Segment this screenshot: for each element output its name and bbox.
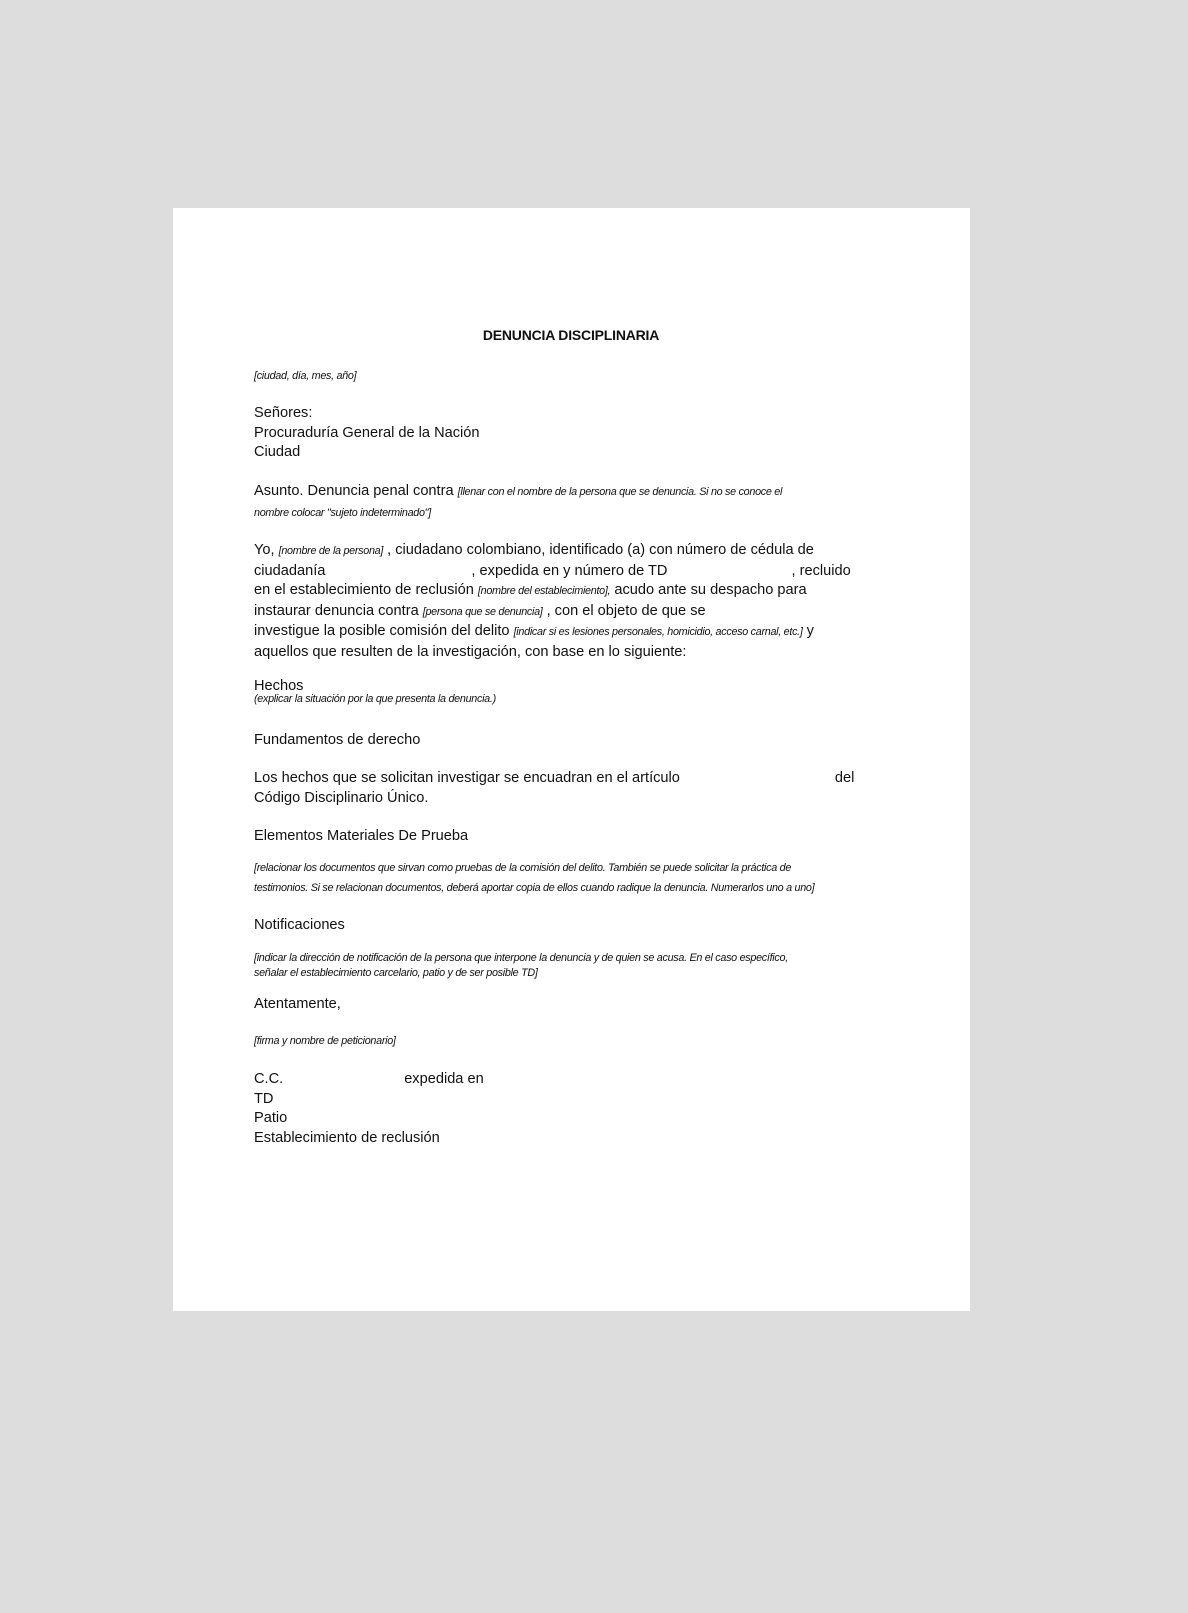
hechos-note: (explicar la situación por la que presenta la denuncia.) <box>254 692 496 705</box>
body-text-3b: acudo ante su despacho para <box>614 582 807 598</box>
closing-atentamente: Atentamente, <box>254 996 341 1012</box>
notificaciones-note-1: [indicar la dirección de notificación de la persona que interpone la denuncia y de quien se acusa. En el caso específico, <box>254 952 788 964</box>
pruebas-heading: Elementos Materiales De Prueba <box>254 828 469 844</box>
body-paragraph <box>254 541 894 662</box>
recipient-salutation: Señores: <box>254 405 313 421</box>
body-text-2b: , expedida en y número de TD <box>471 562 668 579</box>
notificaciones-heading: Notificaciones <box>254 917 345 933</box>
body-text-5a: investigue la posible comisión del delito <box>254 623 510 639</box>
asunto-text: Asunto. Denuncia penal contra <box>254 483 454 499</box>
notificaciones-note-2: señalar el establecimiento carcelario, patio y de ser posible TD] <box>254 967 538 979</box>
date-placeholder <box>254 366 894 387</box>
fundamentos-text-1a: Los hechos que se solicitan investigar se encuadran en el artículo <box>254 770 680 786</box>
fundamentos-text-1b: del <box>834 770 855 786</box>
body-persona-note: [persona que se denuncia] <box>422 605 543 618</box>
body-text-5b: y <box>806 623 814 639</box>
firma-note: [firma y nombre de peticionario] <box>254 1035 396 1047</box>
document-title: DENUNCIA DISCIPLINARIA <box>482 327 660 343</box>
pruebas-note-2: testimonios. Si se relacionan documentos, deberá aportar copia de ellos cuando radique la denuncia. Numerarlos uno a uno] <box>254 881 815 894</box>
fundamentos-text-2: Código Disciplinario Único. <box>254 789 429 806</box>
asunto-note-2: nombre colocar "sujeto indeterminado"] <box>254 506 431 519</box>
body-text-2c: , recluido <box>791 562 851 579</box>
body-text-4b: , con el objeto de que se <box>546 602 706 619</box>
hechos-section <box>254 677 894 706</box>
cc-label: C.C. <box>254 1071 284 1087</box>
recipient-city: Ciudad <box>254 444 301 460</box>
asunto-block <box>254 482 894 523</box>
establecimiento-label: Establecimiento de reclusión <box>254 1129 440 1146</box>
hechos-heading: Hechos <box>254 678 304 694</box>
asunto-note-1: [llenar con el nombre de la persona que se denuncia. Si no se conoce el <box>457 486 783 498</box>
td-label: TD <box>254 1090 274 1107</box>
body-text-6: aquellos que resulten de la investigación, con base en lo siguiente: <box>254 643 687 660</box>
body-yo: Yo, <box>254 542 275 558</box>
expedida-label: expedida en <box>404 1071 484 1087</box>
body-delito-note: [indicar si es lesiones personales, homicidio, acceso carnal, etc.] <box>513 626 803 638</box>
document-page <box>173 208 970 1311</box>
date-note: [ciudad, día, mes, año] <box>254 370 357 382</box>
signature-details <box>254 1070 894 1148</box>
body-establecimiento-note: [nombre del establecimiento], <box>477 585 611 597</box>
notificaciones-note <box>254 951 894 981</box>
firma-placeholder <box>254 1031 894 1052</box>
patio-label: Patio <box>254 1110 288 1126</box>
fundamentos-heading: Fundamentos de derecho <box>254 732 421 748</box>
body-text-1: , ciudadano colombiano, identificado (a) con número de cédula de <box>387 542 814 558</box>
body-text-2a: ciudadanía <box>254 562 326 579</box>
fundamentos-text <box>254 769 894 808</box>
pruebas-note-1: [relacionar los documentos que sirvan como pruebas de la comisión del delito. También se puede solicitar la práctica de <box>254 862 792 874</box>
body-text-4a: instaurar denuncia contra <box>254 602 419 619</box>
recipient-block <box>254 404 894 463</box>
pruebas-note <box>254 859 894 898</box>
recipient-institution: Procuraduría General de la Nación <box>254 424 480 441</box>
body-nombre-note: [nombre de la persona] <box>278 545 384 557</box>
body-text-3a: en el establecimiento de reclusión <box>254 582 474 598</box>
